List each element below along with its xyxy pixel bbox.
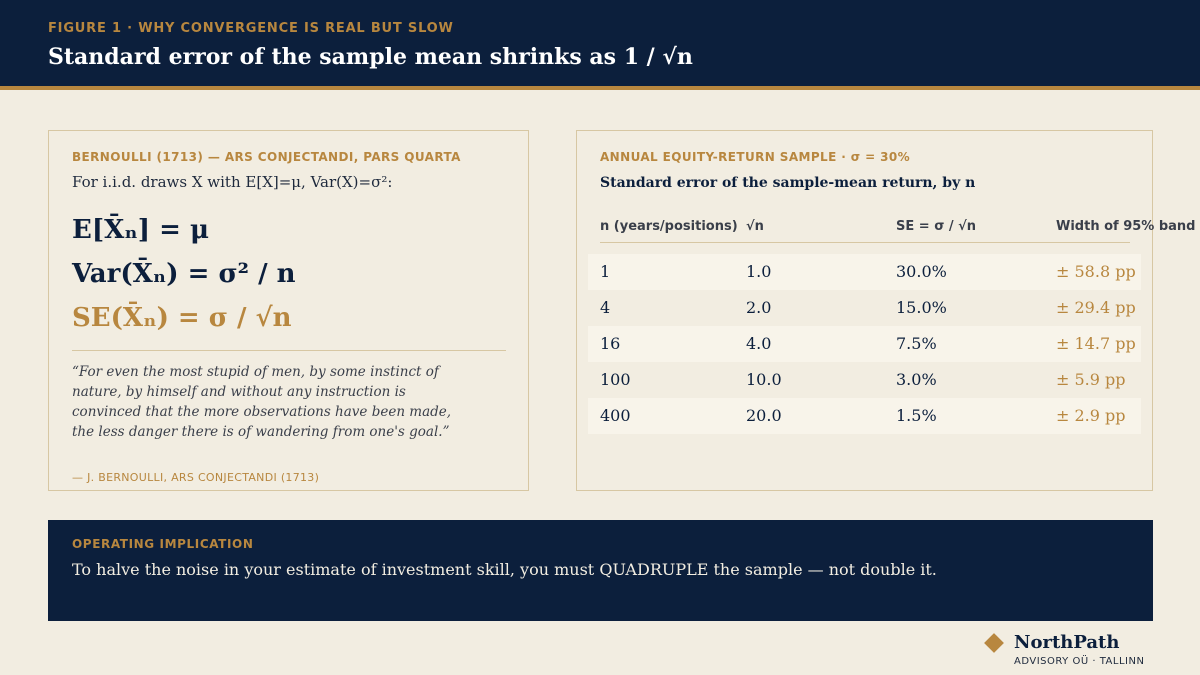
formula-standard-error: SE(X̄ₙ) = σ / √n bbox=[72, 303, 292, 333]
bernoulli-eyebrow: BERNOULLI (1713) — ARS CONJECTANDI, PARS QUARTA bbox=[72, 150, 461, 164]
bernoulli-panel bbox=[48, 130, 529, 491]
panel-divider bbox=[72, 350, 506, 351]
equity-sample-panel bbox=[576, 130, 1196, 491]
brand-name: NorthPath bbox=[1014, 632, 1120, 653]
iid-lead-text: For i.i.d. draws X with E[X]=μ, Var(X)=σ²: bbox=[72, 173, 393, 191]
column-header-se: SE = σ / √n bbox=[896, 219, 977, 234]
cell-se: 3.0% bbox=[896, 370, 937, 389]
brand-subtitle: ADVISORY OÜ · TALLINN bbox=[1014, 656, 1145, 667]
header-rule bbox=[0, 86, 1200, 90]
implication-text: To halve the noise in your estimate of investment skill, you must QUADRUPLE the sample — not double it. bbox=[72, 560, 937, 579]
cell-n: 100 bbox=[600, 370, 631, 389]
bernoulli-quote: “For even the most stupid of men, by some instinct of nature, by himself and without any instruction is convinced that the more observations have been made, the less danger there is of wandering from one's goal.” bbox=[72, 364, 452, 440]
table-header bbox=[600, 219, 1196, 243]
table-row bbox=[588, 254, 1141, 290]
header-band bbox=[0, 0, 1200, 86]
operating-implication-banner bbox=[48, 520, 1153, 621]
cell-sqrt-n: 2.0 bbox=[746, 298, 772, 317]
cell-n: 16 bbox=[600, 334, 621, 353]
table-row bbox=[588, 398, 1141, 434]
cell-se: 30.0% bbox=[896, 262, 947, 281]
cell-n: 400 bbox=[600, 406, 631, 425]
page-title: Standard error of the sample mean shrinks as 1 / √n bbox=[48, 44, 693, 70]
table-row bbox=[588, 326, 1141, 362]
formula-expectation: E[X̄ₙ] = μ bbox=[72, 215, 210, 245]
equity-eyebrow: ANNUAL EQUITY-RETURN SAMPLE · σ = 30% bbox=[600, 150, 911, 164]
formula-variance: Var(X̄ₙ) = σ² / n bbox=[72, 259, 296, 289]
cell-band: ± 29.4 pp bbox=[1056, 298, 1136, 317]
cell-band: ± 5.9 pp bbox=[1056, 370, 1126, 389]
cell-band: ± 2.9 pp bbox=[1056, 406, 1126, 425]
table-subhead: Standard error of the sample-mean return, by n bbox=[600, 175, 976, 191]
cell-sqrt-n: 4.0 bbox=[746, 334, 772, 353]
cell-band: ± 58.8 pp bbox=[1056, 262, 1136, 281]
cell-n: 1 bbox=[600, 262, 611, 281]
cell-sqrt-n: 10.0 bbox=[746, 370, 782, 389]
column-header-n: n (years/positions) bbox=[600, 219, 738, 234]
diamond-icon bbox=[984, 633, 1004, 653]
figure-kicker: FIGURE 1 · WHY CONVERGENCE IS REAL BUT SLOW bbox=[48, 21, 454, 36]
table-row bbox=[588, 290, 1141, 326]
cell-band: ± 14.7 pp bbox=[1056, 334, 1136, 353]
quote-attribution: — J. BERNOULLI, ARS CONJECTANDI (1713) bbox=[72, 471, 320, 484]
cell-se: 15.0% bbox=[896, 298, 947, 317]
cell-n: 4 bbox=[600, 298, 611, 317]
table-row bbox=[588, 362, 1141, 398]
cell-sqrt-n: 20.0 bbox=[746, 406, 782, 425]
implication-label: OPERATING IMPLICATION bbox=[72, 537, 254, 551]
cell-se: 7.5% bbox=[896, 334, 937, 353]
cell-sqrt-n: 1.0 bbox=[746, 262, 772, 281]
column-header-band: Width of 95% band bbox=[1056, 219, 1196, 234]
cell-se: 1.5% bbox=[896, 406, 937, 425]
column-header-sqrt-n: √n bbox=[746, 219, 764, 234]
